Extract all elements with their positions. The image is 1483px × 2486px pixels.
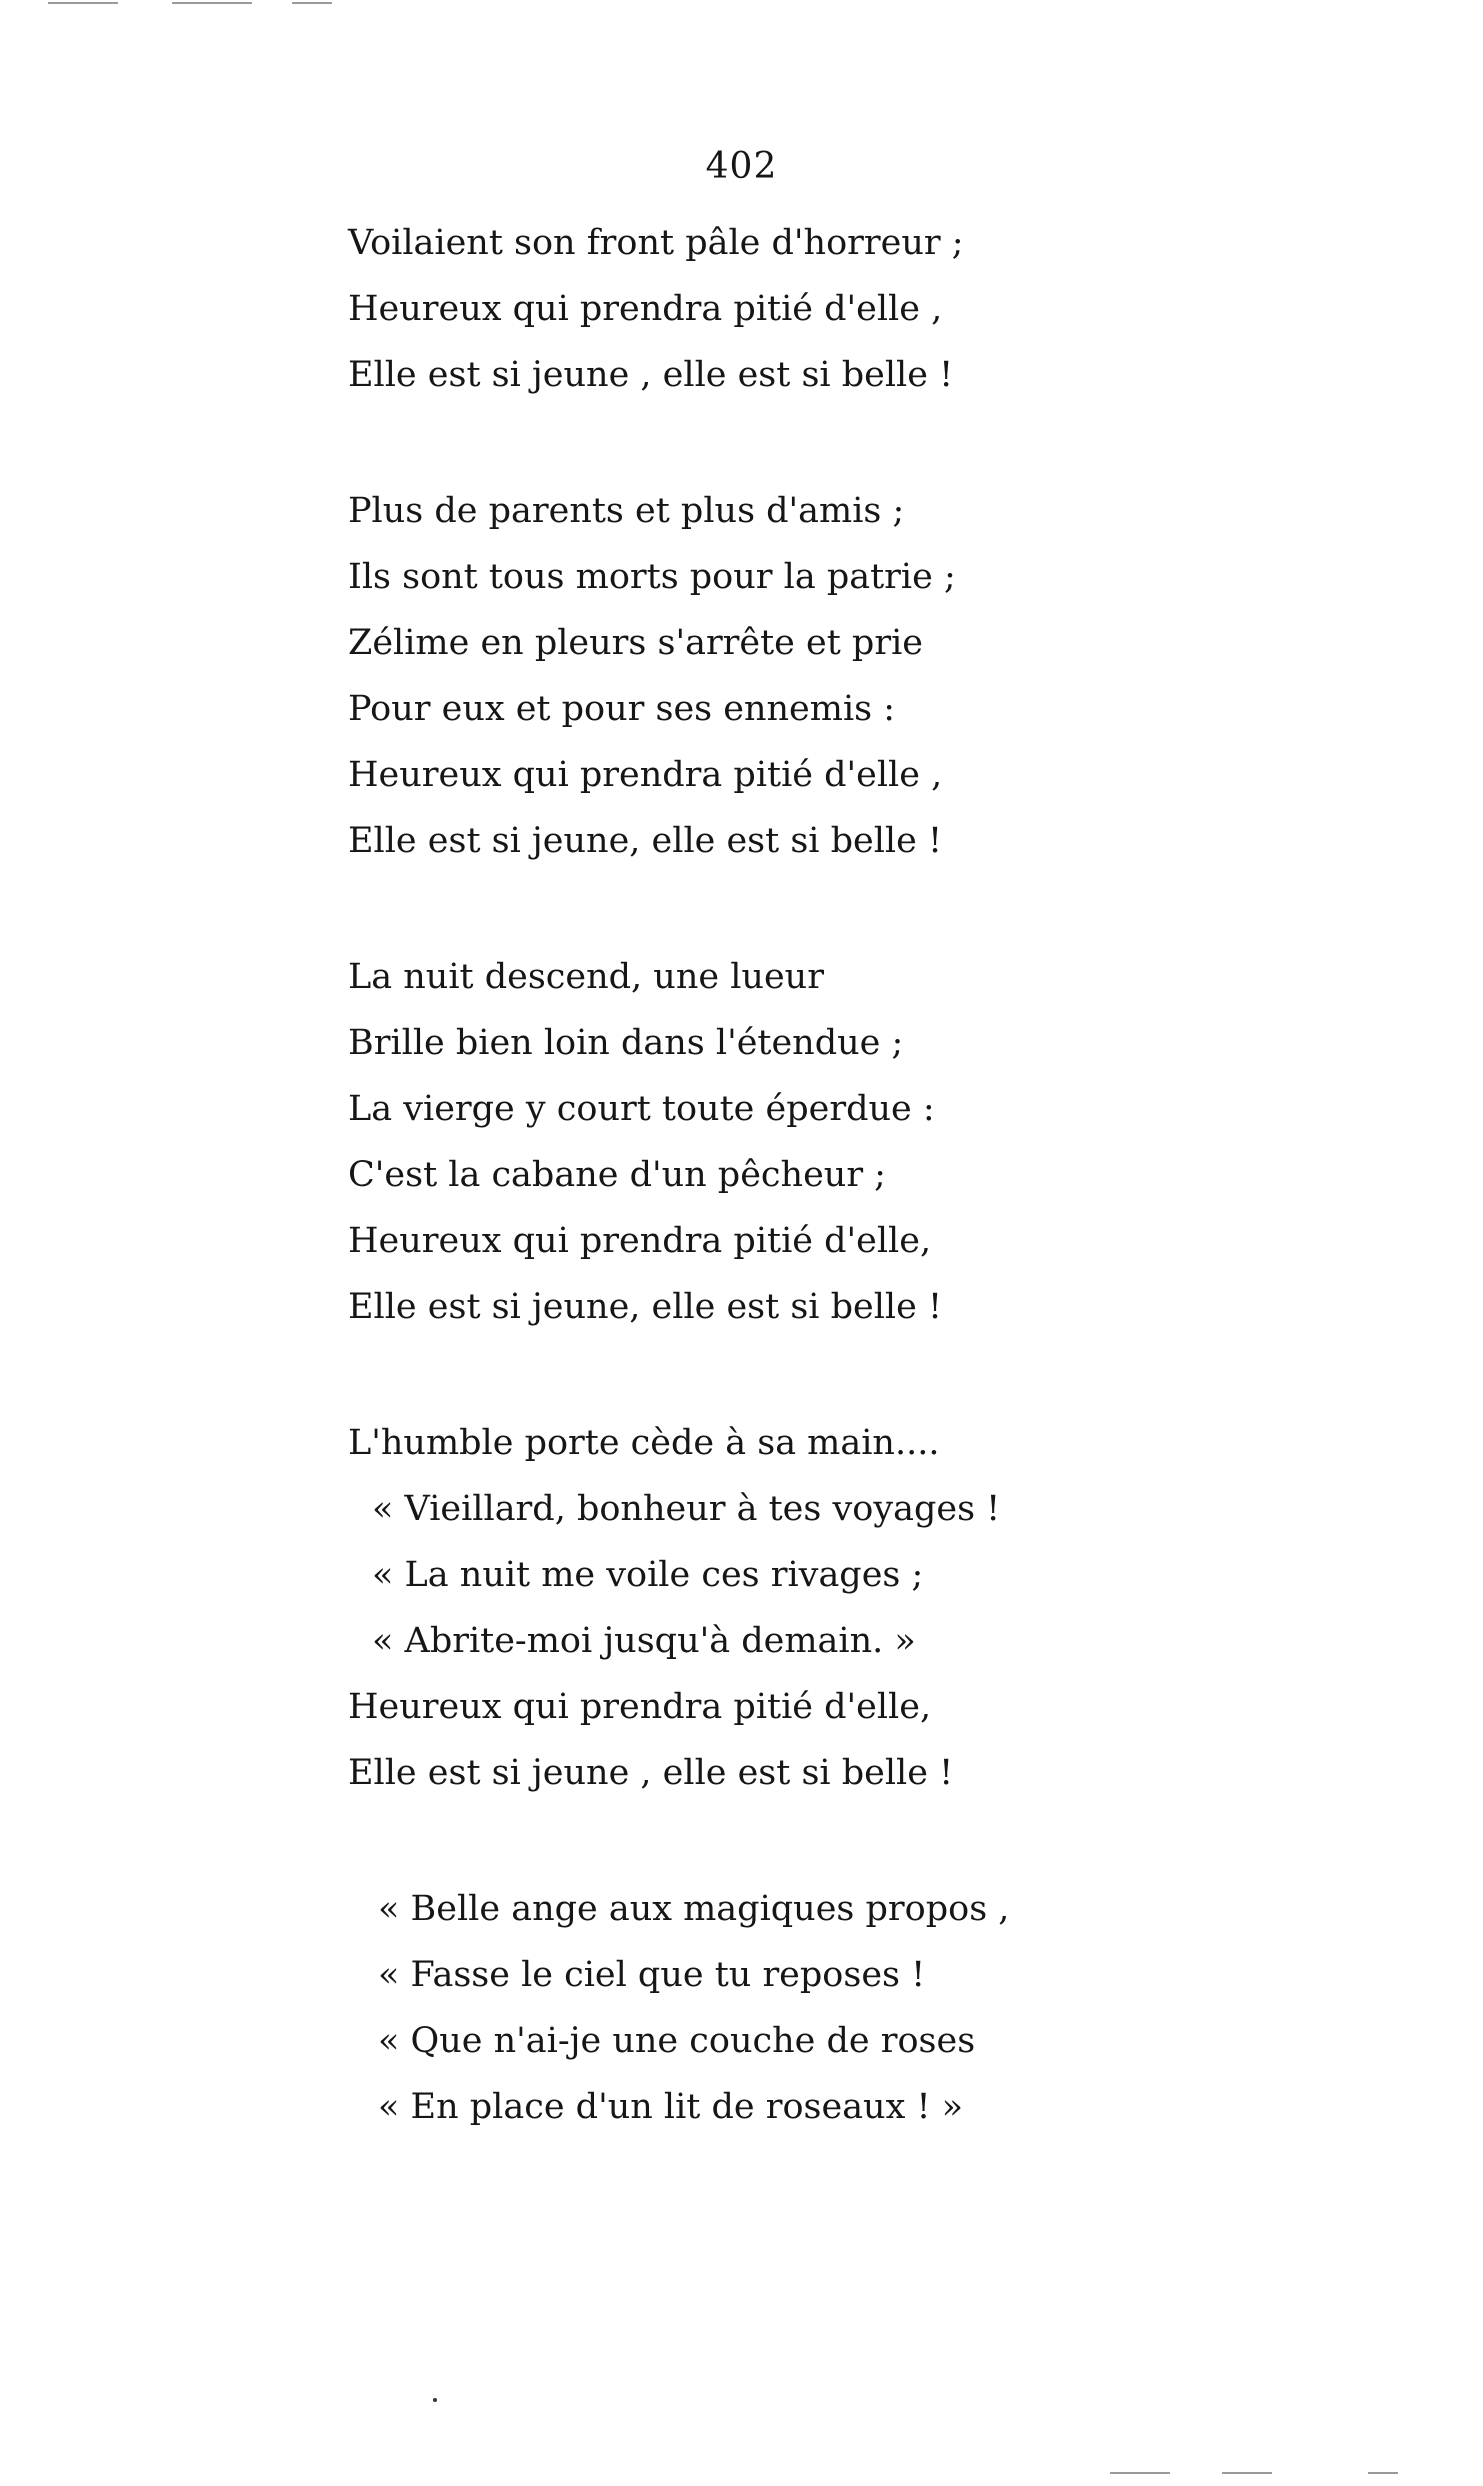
verse-line-quoted: « Que n'ai-je une couche de roses [378, 2021, 976, 2061]
verse-line: Heureux qui prendra pitié d'elle , [348, 755, 943, 795]
verse-line-quoted: « La nuit me voile ces rivages ; [372, 1555, 924, 1595]
verse-line: Ils sont tous morts pour la patrie ; [348, 557, 956, 597]
scan-mark-top-left-2 [172, 2, 252, 4]
verse-line: Pour eux et pour ses ennemis : [348, 689, 896, 729]
scan-mark-bottom-right-1 [1110, 2472, 1170, 2474]
page-number: 402 [705, 146, 778, 187]
stanza-2 [348, 478, 1108, 874]
verse-line-quoted: « En place d'un lit de roseaux ! » [378, 2087, 964, 2127]
verse-line: Brille bien loin dans l'étendue ; [348, 1023, 904, 1063]
verse-line-quoted: « Vieillard, bonheur à tes voyages ! [372, 1489, 1001, 1529]
verse-line: Plus de parents et plus d'amis ; [348, 491, 905, 531]
stanza-5 [348, 1876, 1108, 2140]
verse-line-quoted: « Belle ange aux magiques propos , [378, 1889, 1010, 1929]
poem-body [348, 210, 1108, 2210]
verse-line: Zélime en pleurs s'arrête et prie [348, 623, 923, 663]
verse-line-quoted: « Fasse le ciel que tu reposes ! [378, 1955, 926, 1995]
verse-line: Elle est si jeune, elle est si belle ! [348, 1287, 943, 1327]
stanza-1 [348, 210, 1108, 408]
ink-speck [433, 2398, 437, 2402]
scan-mark-bottom-right-3 [1368, 2472, 1398, 2474]
verse-line: Heureux qui prendra pitié d'elle, [348, 1221, 932, 1261]
scan-mark-top-left-1 [48, 2, 118, 4]
scan-mark-bottom-right-2 [1222, 2472, 1272, 2474]
scan-mark-top-left-3 [292, 2, 332, 4]
verse-line: C'est la cabane d'un pêcheur ; [348, 1155, 886, 1195]
verse-line: Elle est si jeune , elle est si belle ! [348, 1753, 954, 1793]
verse-line: Elle est si jeune, elle est si belle ! [348, 821, 943, 861]
stanza-4 [348, 1410, 1108, 1806]
verse-line: La vierge y court toute éperdue : [348, 1089, 935, 1129]
verse-line: Heureux qui prendra pitié d'elle , [348, 289, 943, 329]
verse-line: Heureux qui prendra pitié d'elle, [348, 1687, 932, 1727]
verse-line: L'humble porte cède à sa main.... [348, 1423, 940, 1463]
verse-line: Elle est si jeune , elle est si belle ! [348, 355, 954, 395]
stanza-3 [348, 944, 1108, 1340]
verse-line-quoted: « Abrite-moi jusqu'à demain. » [372, 1621, 916, 1661]
verse-line: Voilaient son front pâle d'horreur ; [348, 223, 964, 263]
verse-line: La nuit descend, une lueur [348, 957, 824, 997]
